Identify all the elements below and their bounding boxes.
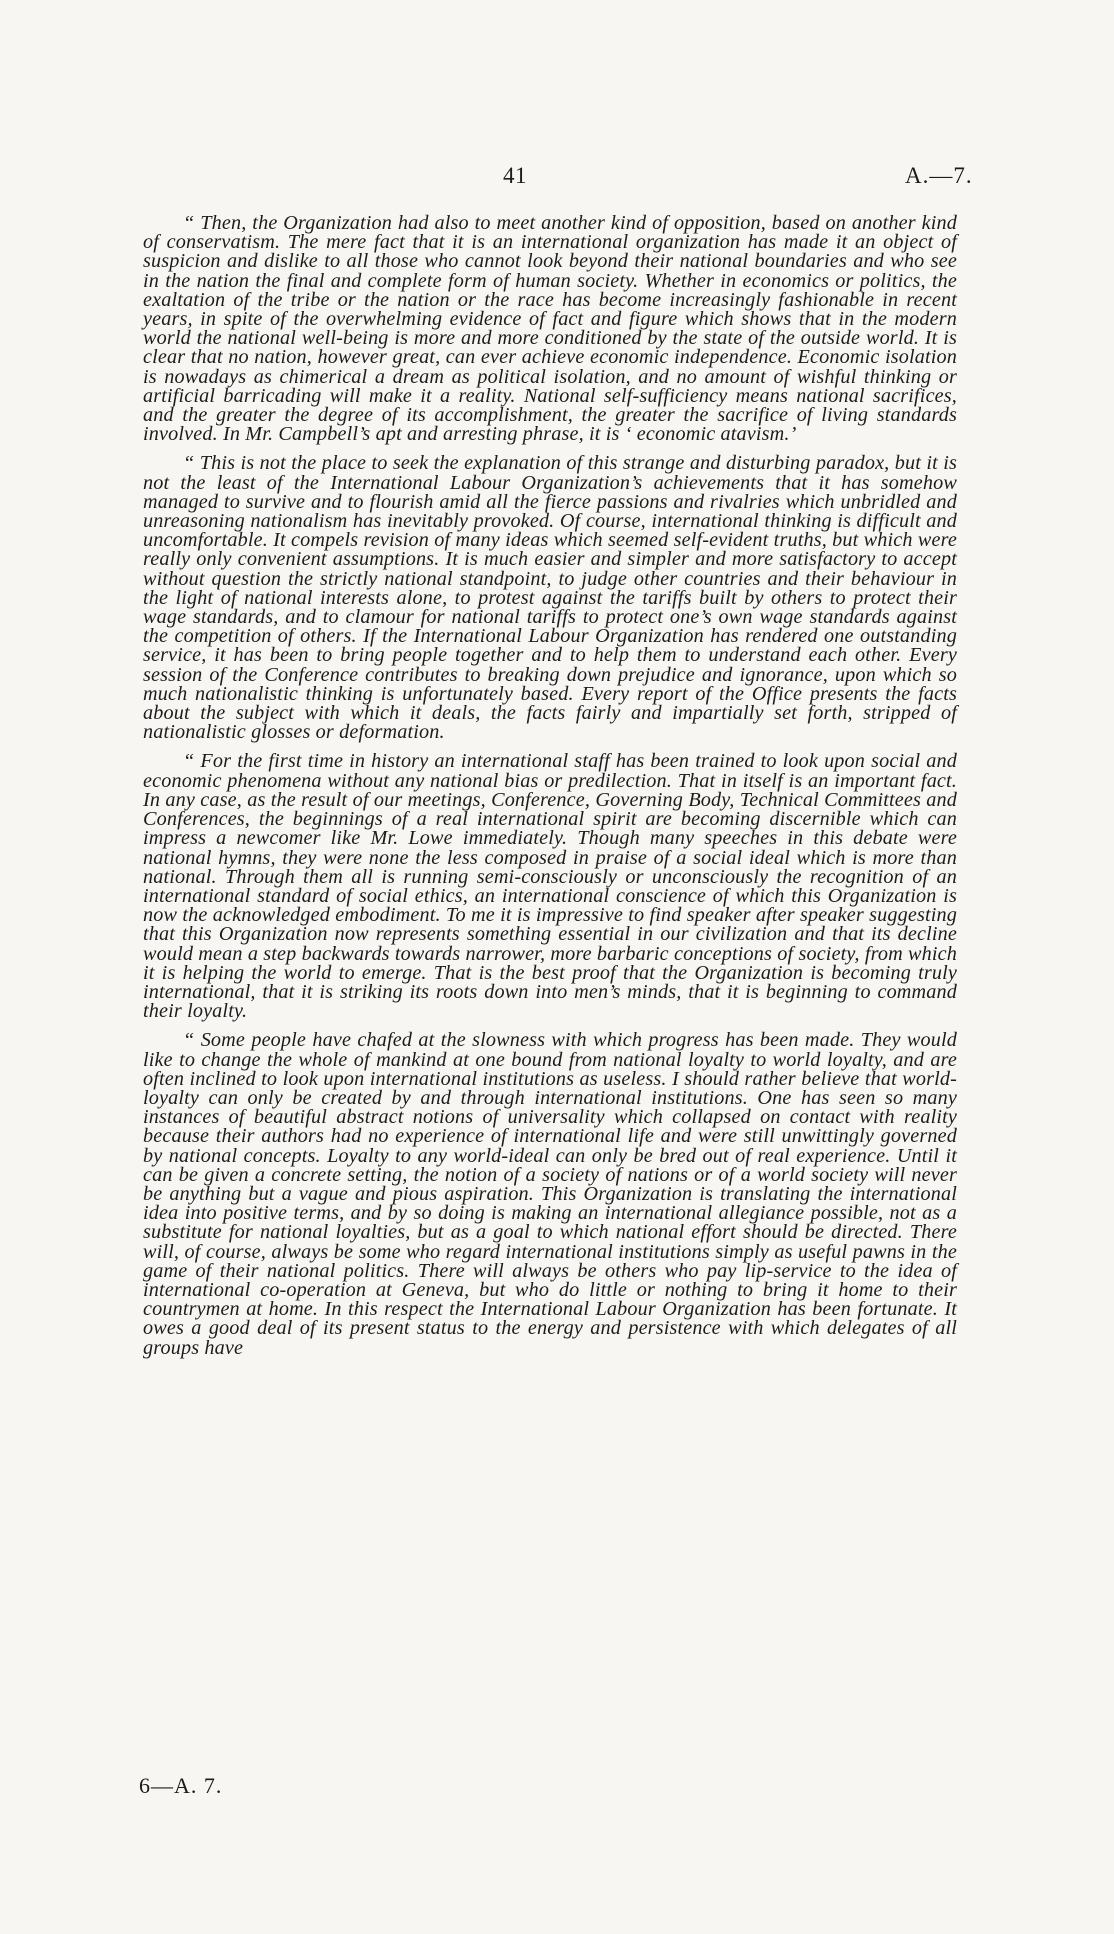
sheet-signature: 6—A. 7. <box>139 1773 223 1798</box>
paragraph-3: “ For the first time in history an international staff has been trained to look upon social and economic phenomena without any national bias or predilection. That in itself is an important fact. In any case, as the result of our meetings, Conference, Governing Body, Technical Committees and Conferences, the beginnings of a real international spirit are becoming discernible which can impress a newcomer like Mr. Lowe immediately. Though many speeches in this debate were national hymns, they were none the less composed in praise of a social ideal which is more than national. Through them all is running semi-consciously or unconsciously the recognition of an international standard of social ethics, an international conscience of which this Organization is now the acknowledged embodiment. To me it is impressive to find speaker after speaker suggesting that this Organization now represents something essential in our civilization and that its decline would mean a step backwards towards narrower, more barbaric conceptions of society, from which it is helping the world to emerge. That is the best proof that the Organization is becoming truly international, that it is striking its roots down into men’s minds, that it is beginning to command their loyalty. <box>143 750 957 1023</box>
document-body <box>143 214 957 1368</box>
paragraph-1: “ Then, the Organization had also to meet another kind of opposition, based on another kind of conservatism. The mere fact that it is an international organization has made it an object of suspicion and dislike to all those who cannot look beyond their national boundaries and who see in the nation the final and complete form of human society. Whether in economics or politics, the exaltation of the tribe or the nation or the race has become increasingly fashionable in recent years, in spite of the overwhelming evidence of fact and figure which shows that in the modern world the national well-being is more and more conditioned by the state of the outside world. It is clear that no nation, however great, can ever achieve economic independence. Economic isolation is nowadays as chimerical a dream as political isolation, and no amount of wishful thinking or artificial barricading will make it a reality. National self-sufficiency means national sacrifices, and the greater the degree of its accomplishment, the greater the sacrifice of living standards involved. In Mr. Campbell’s apt and arresting phrase, it is ‘ economic atavism.’ <box>143 212 957 446</box>
page-number: 41 <box>503 163 527 188</box>
document-reference: A.—7. <box>905 163 973 188</box>
paragraph-2: “ This is not the place to seek the explanation of this strange and disturbing paradox, but it is not the least of the International Labour Organization’s achievements that it has somehow managed to survive and to flourish amid all the fierce passions and rivalries which unbridled and unreasoning nationalism has inevitably provoked. Of course, international thinking is difficult and uncomfortable. It compels revision of many ideas which seemed self-evident truths, but which were really only convenient assumptions. It is much easier and simpler and more satisfactory to accept without question the strictly national standpoint, to judge other countries and their behaviour in the light of national interests alone, to protest against the tariffs built by others to protect their wage standards, and to clamour for national tariffs to protect one’s own wage standards against the competition of others. If the International Labour Organization has rendered one outstanding service, it has been to bring people together and to help them to understand each other. Every session of the Conference contributes to breaking down prejudice and ignorance, upon which so much nationalistic thinking is unfortunately based. Every report of the Office presents the facts about the subject with which it deals, the facts fairly and impartially set forth, stripped of nationalistic glosses or deformation. <box>143 452 957 744</box>
paragraph-4: “ Some people have chafed at the slowness with which progress has been made. They would like to change the whole of mankind at one bound from national loyalty to world loyalty, and are often inclined to look upon international institutions as useless. I should rather believe that world-loyalty can only be created by and through international institutions. One has seen so many instances of beautiful abstract notions of universality which collapsed on contact with reality because their authors had no experience of international life and were still unwittingly governed by national concepts. Loyalty to any world-ideal can only be bred out of real experience. Until it can be given a concrete setting, the notion of a society of nations or of a world society will never be anything but a vague and pious aspiration. This Organization is translating the international idea into positive terms, and by so doing is making an international allegiance possible, not as a substitute for national loyalties, but as a goal to which national effort should be directed. There will, of course, always be some who regard international institutions simply as useful pawns in the game of their national politics. There will always be others who pay lip-service to the idea of international co-operation at Geneva, but who do little or nothing to bring it home to their countrymen at home. In this respect the International Labour Organization has been fortunate. It owes a good deal of its present status to the energy and persistence with which delegates of all groups have <box>143 1029 957 1359</box>
